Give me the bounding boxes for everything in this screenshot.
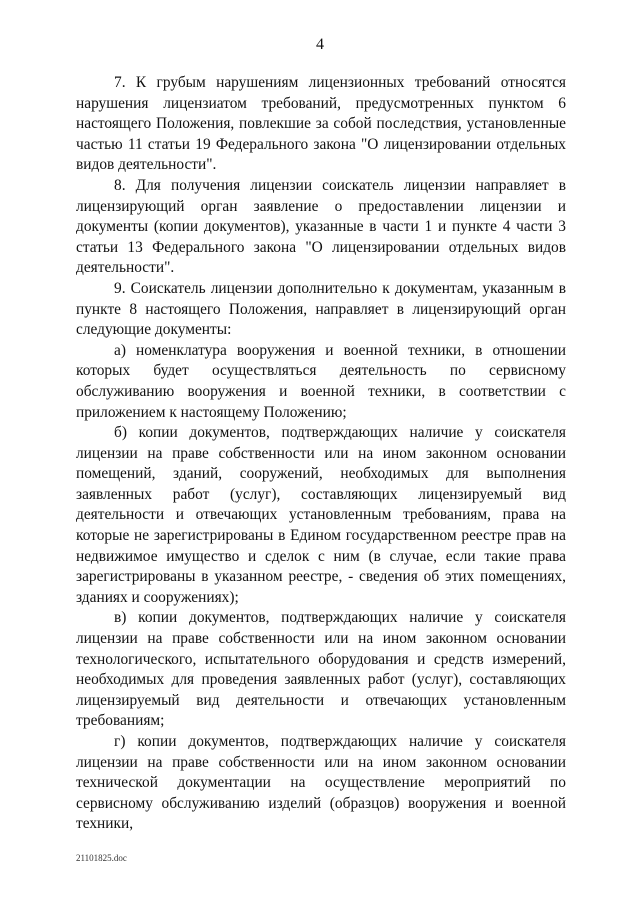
file-name-footer: 21101825.doc: [76, 853, 127, 863]
paragraph-9: 9. Соискатель лицензии дополнительно к документам, указанным в пункте 8 настоящего Положения, направляет в лицензирующий орган следующие документы:: [76, 279, 566, 339]
paragraph-9g: г) копии документов, подтверждающих наличие у соискателя лицензии на праве собственности или на ином законном основании технической документации на осуществление мероприятий по сервисному обслуживанию изделий (образцов) вооружения и военной техники,: [76, 733, 566, 833]
paragraph-9v: в) копии документов, подтверждающих наличие у соискателя лицензии на праве собственности или на ином законном основании технологического, испытательного оборудования и средств измерений, необходимых для проведения заявленных работ (услуг), составляющих лицензируемый вид деятельности и отвечающих установленным требованиям;: [76, 609, 566, 730]
paragraph-8: 8. Для получения лицензии соискатель лицензии направляет в лицензирующий орган заявление о предоставлении лицензии и документы (копии документов), указанные в части 1 и пункте 4 части 3 статьи 13 Федерального закона "О лицензировании отдельных видов деятельности".: [76, 176, 566, 277]
document-body: [76, 73, 566, 835]
page-number: 4: [316, 36, 324, 53]
paragraph-7: 7. К грубым нарушениям лицензионных требований относятся нарушения лицензиатом требований, предусмотренных пунктом 6 настоящего Положения, повлекшие за собой последствия, установленные частью 11 статьи 19 Федерального закона "О лицензировании отдельных видов деятельности".: [76, 74, 566, 174]
paragraph-9b: б) копии документов, подтверждающих наличие у соискателя лицензии на праве собственности или на ином законном основании помещений, зданий, сооружений, необходимых для выполнения заявленных работ (услуг), составляющих лицензируемый вид деятельности и отвечающих установленным требованиям, права на которые не зарегистрированы в Едином государственном реестре прав на недвижимое имущество и сделок с ним (в случае, если такие права зарегистрированы в указанном реестре, - сведения об этих помещениях, зданиях и сооружениях);: [76, 424, 566, 606]
paragraph-9a: а) номенклатура вооружения и военной техники, в отношении которых будет осуществляться деятельность по сервисному обслуживанию вооружения и военной техники, в соответствии с приложением к настоящему Положению;: [76, 341, 566, 421]
